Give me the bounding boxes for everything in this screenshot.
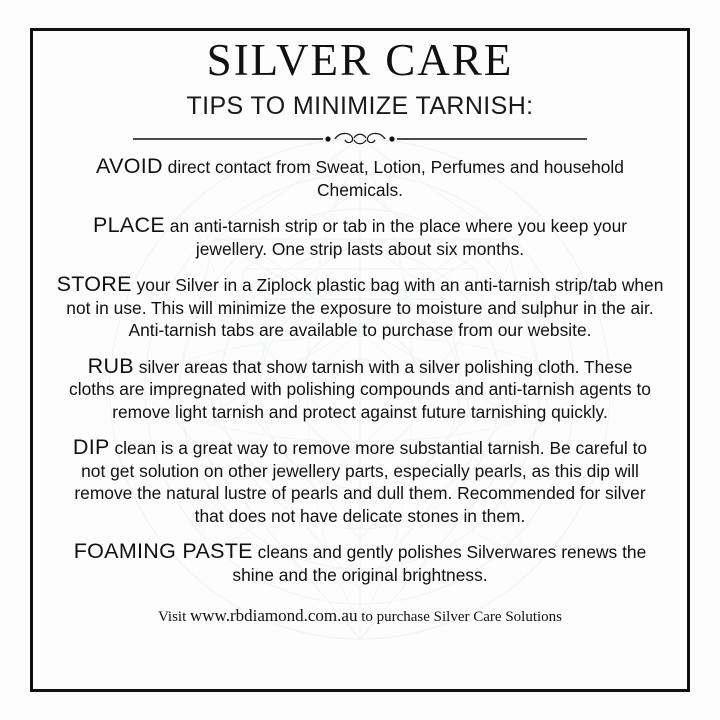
- tip-text-dip: clean is a great way to remove more substantial tarnish. Be careful to not get solution on other jewellery parts, especially pearls, as this dip will remove the natural lustre of pearls and dull them. Recommended for silver that does not have delicate stones in them.: [74, 438, 648, 526]
- tip-avoid: [74, 155, 646, 201]
- tip-foaming-paste: [64, 540, 656, 586]
- website-link[interactable]: www.rbdiamond.com.au: [190, 606, 358, 625]
- card-content: [38, 30, 682, 690]
- tip-place: [54, 214, 666, 260]
- footer-note: [38, 606, 682, 626]
- tip-text-place: an anti-tarnish strip or tab in the place where you keep your jewellery. One strip lasts about six months.: [164, 216, 628, 259]
- tip-text-store: your Silver in a Ziplock plastic bag with an anti-tarnish strip/tab when not in use. This will minimize the exposure to moisture and sulphur in the air. Anti-tarnish tabs are available to purchase from our website.: [66, 275, 664, 340]
- tip-keyword-place: PLACE: [92, 213, 165, 237]
- tip-keyword-foaming-paste: FOAMING PASTE: [73, 539, 253, 563]
- tip-keyword-dip: DIP: [72, 435, 110, 459]
- tip-text-foaming-paste: cleans and gently polishes Silverwares renews the shine and the original brightness.: [232, 542, 647, 585]
- footer-prefix: Visit: [157, 609, 190, 625]
- page-subtitle: TIPS TO MINIMIZE TARNISH:: [186, 92, 534, 120]
- page-title: SILVER CARE: [189, 34, 532, 86]
- tip-text-rub: silver areas that show tarnish with a silver polishing cloth. These cloths are impregnated with polishing compounds and anti-tarnish agents to remove light tarnish and protect against future tarnishing quickly.: [69, 356, 651, 422]
- ornamental-divider-icon: [125, 129, 595, 149]
- tip-store: [43, 273, 677, 342]
- tip-rub: [59, 355, 661, 424]
- tip-keyword-avoid: AVOID: [96, 154, 163, 178]
- title-row: [38, 34, 682, 90]
- tip-dip: [54, 436, 666, 527]
- tip-text-avoid: direct contact from Sweat, Lotion, Perfumes and household Chemicals.: [162, 157, 624, 200]
- footer-suffix: to purchase Silver Care Solutions: [357, 609, 563, 625]
- tip-keyword-rub: RUB: [87, 353, 134, 378]
- tip-keyword-store: STORE: [56, 272, 132, 296]
